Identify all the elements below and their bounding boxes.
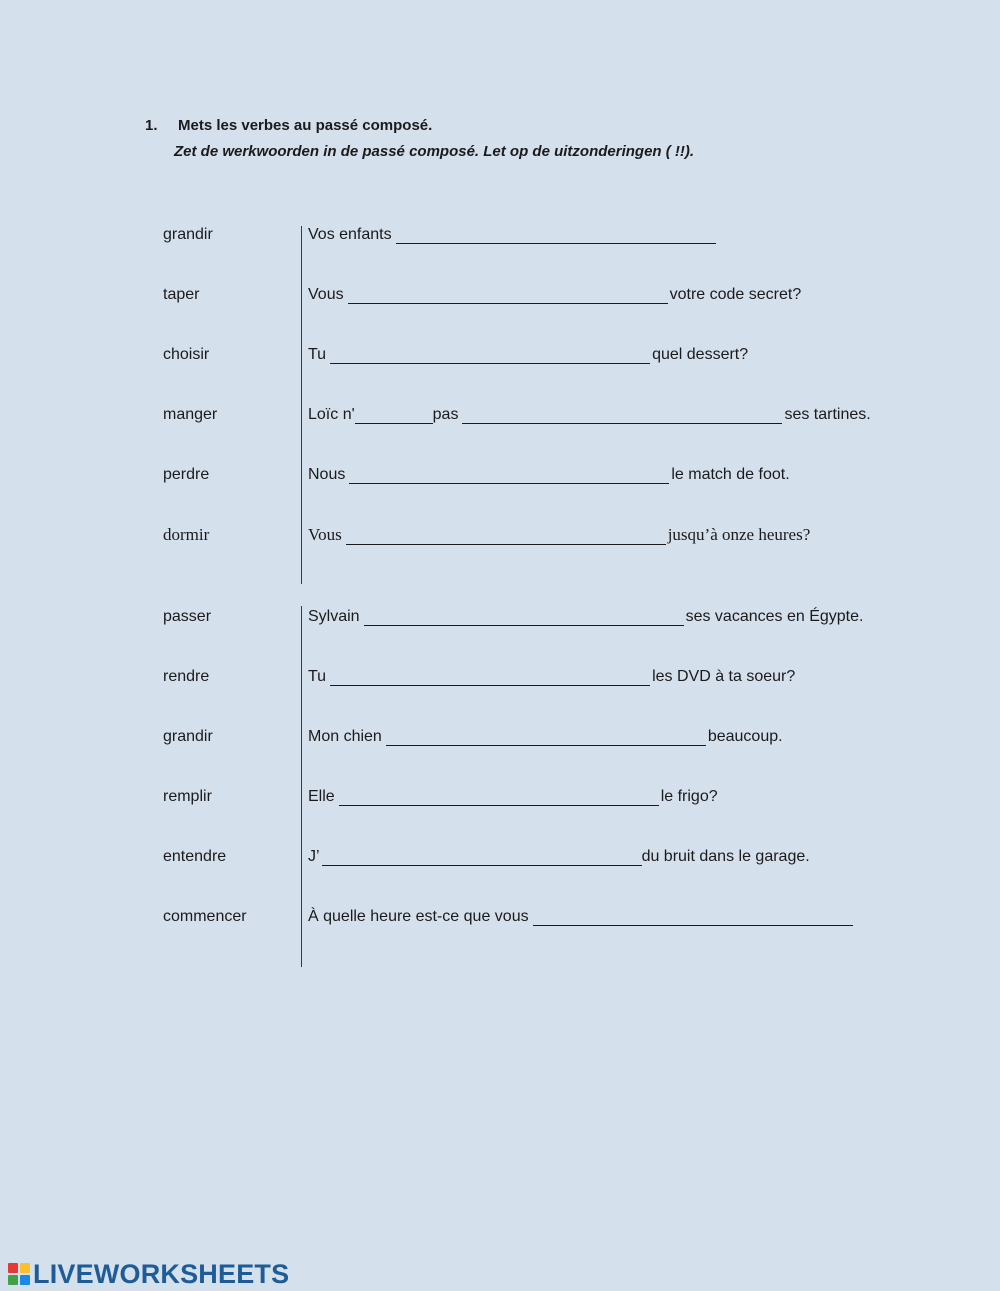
verb-label: rendre	[163, 668, 210, 685]
sentence-start: J’	[308, 848, 320, 865]
logo-square-red	[8, 1263, 18, 1273]
sentence-start: Vos enfants	[308, 226, 392, 243]
sentence-end: ses tartines.	[784, 406, 871, 423]
exercise-row	[0, 226, 1000, 248]
exercise-row	[0, 728, 1000, 750]
sentence-start: Vous	[308, 525, 342, 544]
sentence	[308, 788, 718, 806]
answer-input-12[interactable]	[533, 909, 853, 926]
sentence	[308, 848, 810, 866]
sentence	[308, 286, 801, 304]
logo-square-blue	[20, 1275, 30, 1285]
logo-square-yellow	[20, 1263, 30, 1273]
sentence	[308, 466, 790, 484]
exercise-row	[0, 466, 1000, 488]
sentence-end: votre code secret?	[669, 286, 802, 303]
answer-input-10[interactable]	[339, 789, 659, 806]
answer-input-9[interactable]	[386, 729, 706, 746]
exercise-row	[0, 788, 1000, 810]
sentence	[308, 346, 748, 364]
verb-label: remplir	[163, 788, 212, 805]
exercise-row	[0, 848, 1000, 870]
instruction-number: 1.	[145, 117, 158, 134]
instruction-subtitle: Zet de werkwoorden in de passé composé. Let op de uitzonderingen ( !!).	[174, 143, 695, 160]
sentence-end: le frigo?	[660, 788, 718, 805]
sentence-end: jusqu’à onze heures?	[667, 525, 811, 544]
exercise-row	[0, 406, 1000, 428]
verb-label: perdre	[163, 466, 210, 483]
exercise-row	[0, 908, 1000, 930]
sentence-start: Elle	[308, 788, 335, 805]
verb-label: passer	[163, 608, 212, 625]
sentence-start: Vous	[308, 286, 344, 303]
verb-label: dormir	[163, 525, 210, 544]
answer-input-4a[interactable]	[355, 407, 433, 424]
verb-label: commencer	[163, 908, 247, 925]
sentence	[308, 668, 795, 686]
sentence-end: le match de foot.	[671, 466, 790, 483]
logo-square-green	[8, 1275, 18, 1285]
instruction-title: Mets les verbes au passé composé.	[178, 117, 433, 134]
sentence-end: ses vacances en Égypte.	[685, 608, 864, 625]
sentence	[308, 525, 810, 545]
exercise-row	[0, 668, 1000, 690]
sentence	[308, 728, 783, 746]
answer-input-3[interactable]	[330, 347, 650, 364]
answer-input-8[interactable]	[330, 669, 650, 686]
exercise-row	[0, 346, 1000, 368]
sentence-end: quel dessert?	[652, 346, 749, 363]
sentence-start: Tu	[308, 346, 327, 363]
answer-input-11[interactable]	[322, 849, 642, 866]
answer-input-7[interactable]	[364, 609, 684, 626]
sentence-start: Sylvain	[308, 608, 360, 625]
sentence-start: Loïc n'	[308, 406, 355, 423]
answer-input-5[interactable]	[349, 467, 669, 484]
exercise-row	[0, 286, 1000, 308]
verb-label: grandir	[163, 226, 213, 243]
answer-input-4b[interactable]	[462, 407, 782, 424]
sentence	[308, 908, 855, 926]
verb-label: taper	[163, 286, 200, 303]
answer-input-1[interactable]	[396, 227, 716, 244]
sentence	[308, 226, 718, 244]
verb-label: manger	[163, 406, 218, 423]
sentence	[308, 608, 863, 626]
sentence-middle: pas	[432, 406, 459, 423]
sentence-start: À quelle heure est-ce que vous	[308, 908, 529, 925]
sentence	[308, 406, 871, 424]
answer-input-6[interactable]	[346, 528, 666, 545]
liveworksheets-logo[interactable]	[8, 1260, 289, 1288]
exercise-row	[0, 525, 1000, 547]
verb-label: grandir	[163, 728, 213, 745]
verb-label: entendre	[163, 848, 227, 865]
answer-input-2[interactable]	[348, 287, 668, 304]
exercise-row	[0, 608, 1000, 630]
sentence-start: Nous	[308, 466, 346, 483]
logo-mark-icon	[8, 1263, 30, 1285]
sentence-end: les DVD à ta soeur?	[652, 668, 796, 685]
logo-text: LIVEWORKSHEETS	[33, 1258, 290, 1289]
verb-label: choisir	[163, 346, 210, 363]
sentence-start: Tu	[308, 668, 327, 685]
sentence-end: beaucoup.	[707, 728, 783, 745]
sentence-end: du bruit dans le garage.	[641, 848, 810, 865]
sentence-start: Mon chien	[308, 728, 382, 745]
